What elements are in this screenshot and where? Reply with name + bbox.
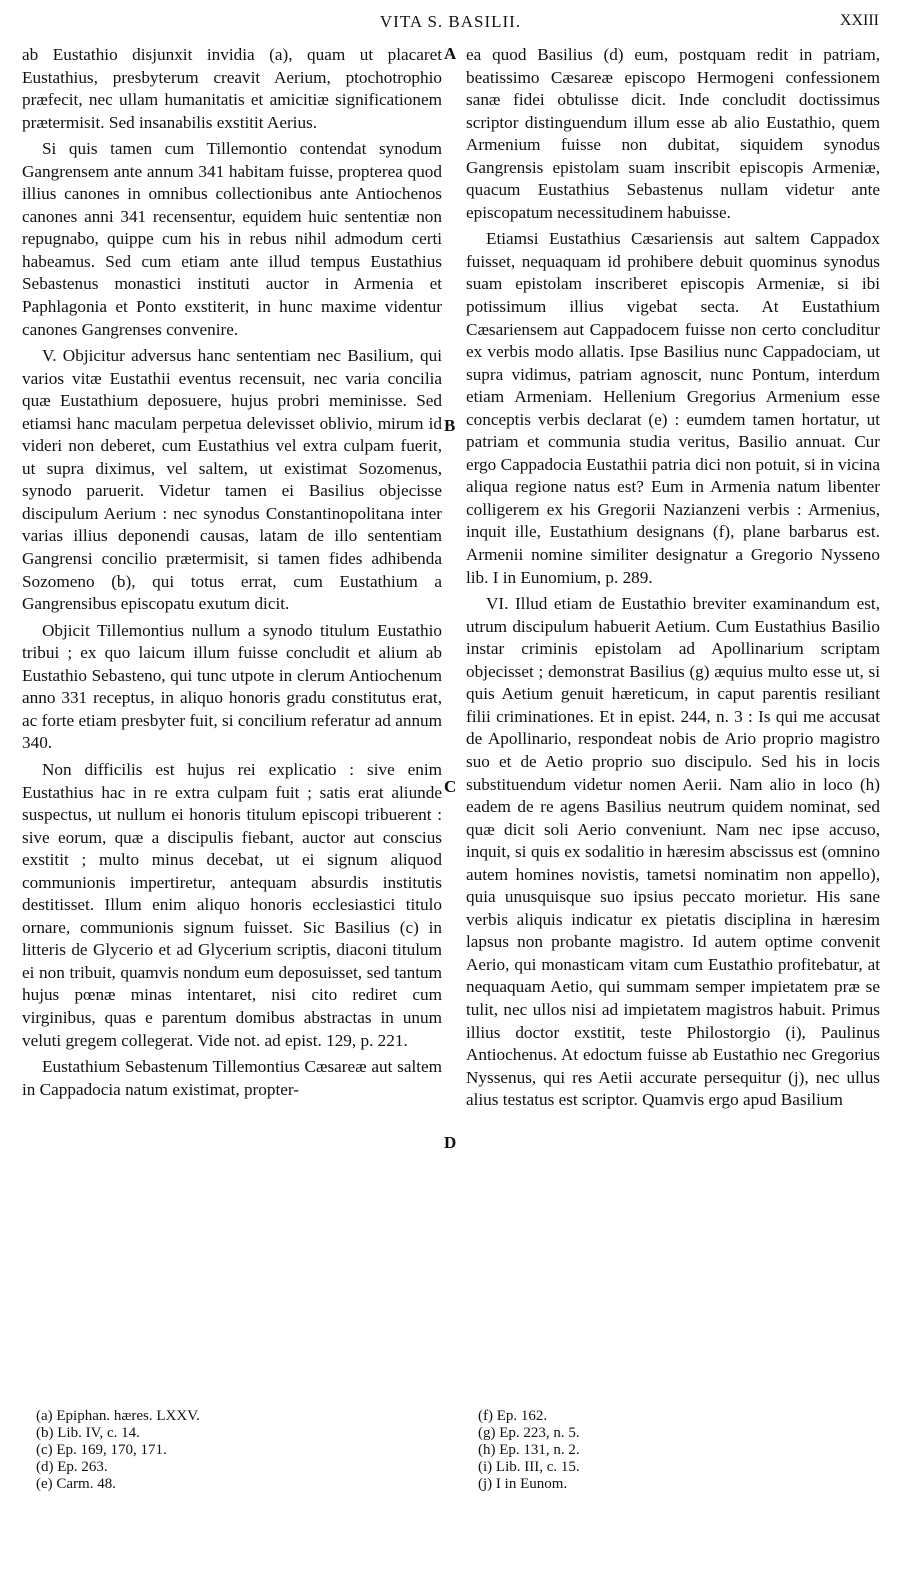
footnote-j: (j) I in Eunom. [478,1476,568,1492]
left-column [22,44,442,1101]
footnotes-right [478,1408,858,1493]
margin-letter-b: B [444,416,456,435]
right-paragraph-1: ea quod Basilius (d) eum, postquam redit in patriam, beatissimo Cæsareæ episcopo Hermogeni confessionem sanæ fidei obtulisse dicit. Inde concludit doctissimus scriptor distinguendum illum esse ab alio Eustathio, quem Armenium fuisse non dubitat, siquidem synodus Gangrensis epistolam suam inscribit episcopis Armeniæ, quacum Eustathius Sebastenus nullam videtur ante episcopatum necessitudinem habuisse. [466,45,880,222]
margin-letter-a: A [444,44,457,63]
page-number: XXIII [839,12,879,29]
footnotes-left [36,1408,416,1493]
left-paragraph-6: Eustathium Sebastenum Tillemontius Cæsareæ aut saltem in Cappadocia natum existimat, propter- [22,1057,442,1099]
footnote-b: (b) Lib. IV, c. 14. [36,1425,140,1441]
right-paragraph-3: VI. Illud etiam de Eustathio breviter examinandum est, utrum discipulum habuerit Aetium. Cum Eustathius Basilio instar criminis epistolam ad Apollinarium scriptam objecisset ; demonstrat Basilius (g) æquius multo esse ut, si quis Aetium genuit hæreticum, in caput parentis resiliant filii criminationes. Et in epist. 244, n. 3 : Is qui me accusat de Apollinario, respondeat nobis de Ario proprio magistro suo et de Aetio proprio suo discipulo. Sed his in locis substituendum videtur nomen Aerii. Nam alio in loco (h) eadem de re agens Basilius neutrum quidem nominat, sed quæ dicit soli Aerio conveniunt. Nam nec ipse accuso, inquit, si quis ex sodalitio in hæresim abscissus est (omnino autem homines novistis, tametsi nominatim non appello), quia unusquisque suo ipsius peccato morietur. His sane verbis aliquis indicatur ex pietatis disciplina in hæresim lapsus non probante magistro. Id autem optime convenit Aerio, qui monasticam vitam cum Eustathio profitebatur, at nequaquam Aetio, qui summam semper impietatem præ se tulit, nec ullos nisi ad impietatem magistros habuit. Primus illius doctor exstitit, teste Philostorgio (i), Paulinus Antiochenus. At edoctum fuisse ab Eustathio nec Gregorius Nyssenus, qui res Aetii accurate persequitur (j), nec ullus alius testatus est scriptor. Quamvis ergo apud Basilium [466,594,880,1110]
footnote-g: (g) Ep. 223, n. 5. [478,1425,580,1441]
running-title: VITA S. BASILII. [379,12,522,31]
footnote-e: (e) Carm. 48. [36,1476,116,1492]
left-paragraph-5: Non difficilis est hujus rei explicatio : sive enim Eustathius hac in re extra culpam fuit ; satis erat aliunde suspectus, ut nullum ei honoris titulum episcopi tribuerent : sive eorum, quæ a discipulis fiebant, auctor aut conscius exstitit ; multo minus decebat, ut ei signum aliquod communionis impertiretur, antequam absurdis institutis destitisset. Illum enim aliquo honoris ecclesiastici titulo ornare, communionis signum fuisset. Sic Basilius (c) in litteris de Glycerio et ad Glycerium scriptis, diaconi titulum ei non tribuit, quamvis nondum eum deposuisset, sed tantum hujus pœnæ minas intentaret, nisi cito rediret cum virginibus, quas e parentum domibus abstractas in unum veluti gregem collegerat. Vide not. ad epist. 129, p. 221. [22,759,442,1050]
margin-letter-c: C [444,777,457,796]
right-column [466,44,880,1112]
footnote-c: (c) Ep. 169, 170, 171. [36,1442,167,1458]
left-paragraph-4: Objicit Tillemontius nullum a synodo titulum Eustathio tribui ; ex quo laicum illum fuisse concludit et alium ab Eustathio Sebasteno, qui tunc utpote in clerum Antiochenum anno 331 receptus, in aliquo honoris gradu constitutus erat, ac forte etiam presbyter fuit, si concilium referatur ad annum 340. [22,620,442,753]
left-paragraph-1: ab Eustathio disjunxit invidia (a), quam ut placaret Eustathius, presbyterum creavit Aerium, ptochotrophio præfecit, nec ullam humanitatis et amicitiæ significationem prætermisit. Sed insanabilis exstitit Aerius. [22,45,442,132]
page-header [0,8,901,38]
footnote-i: (i) Lib. III, c. 15. [478,1459,580,1475]
margin-letter-d: D [444,1133,457,1152]
footnote-a: (a) Epiphan. hæres. LXXV. [36,1408,200,1424]
footnote-d: (d) Ep. 263. [36,1459,108,1475]
footnote-h: (h) Ep. 131, n. 2. [478,1442,580,1458]
right-paragraph-2: Etiamsi Eustathius Cæsariensis aut saltem Cappadox fuisset, nequaquam id prohibere debuit quominus synodus suam epistolam inscriberet episcopis Armeniæ, si ibi potissimum illius vigebat secta. At Eustathium Cæsariensem aut Cappadocem fuisse non certo concluditur ex verbis modo allatis. Ipse Basilius nunc Cappadociam, ut supra vidimus, patriam agnoscit, nunc Pontum, interdum etiam Armeniam. Hellenium Gregorius Armenium esse conceptis verbis declarat (e) : eumdem tamen hortatur, ut patriam et communia studia veritus, Basilio annuat. Cur ergo Cappadocia Eustathii patria dici non potuit, si in vicina aliqua regione natus est? Eum in Armenia natum libenter colligerem ex his Gregorii Nazianzeni verbis : Armenius, inquit ille, Eustathium designans (f), plane barbarus est. Armenii nomine similiter designatur a Gregorio Nysseno lib. I in Eunomium, p. 289. [466,229,880,587]
left-paragraph-3: V. Objicitur adversus hanc sententiam nec Basilium, qui varios vitæ Eustathii eventus recensuit, nec varia concilia quæ Eustathium deposuere, hujus probri meminisse. Sed etiamsi hanc maculam perpetua delevisset oblivio, mirum id videri non deberet, cum Eustathius vel extra culpam fuerit, ut supra diximus, vel saltem, ut existimat Sozomenus, synodo paruerit. Videtur tamen ei Basilius objecisse discipulum Aerium : nec synodus Constantinopolitana inter varias illius deponendi causas, latam de illo sententiam Gangrensi concilio prætermisit, si tamen fides adhibenda Sozomeno (b), qui totus errat, cum Eustathium a Gangrensibus episcopatu exutum dicit. [22,346,442,614]
footnote-f: (f) Ep. 162. [478,1408,548,1424]
left-paragraph-2: Si quis tamen cum Tillemontio contendat synodum Gangrensem ante annum 341 habitam fuisse, propterea quod illius canones in omnibus collectionibus ante Antiochenos canones anni 341 recensentur, equidem huic sententiæ non repugnabo, quippe cum his in rebus nihil admodum certi habeamus. Sed cum etiam ante illud tempus Eustathius Sebastenus monastici instituti auctor in Armenia et Paphlagonia et Ponto exstiterit, in hunc maxime videntur canones Gangrenses convenire. [22,139,442,339]
